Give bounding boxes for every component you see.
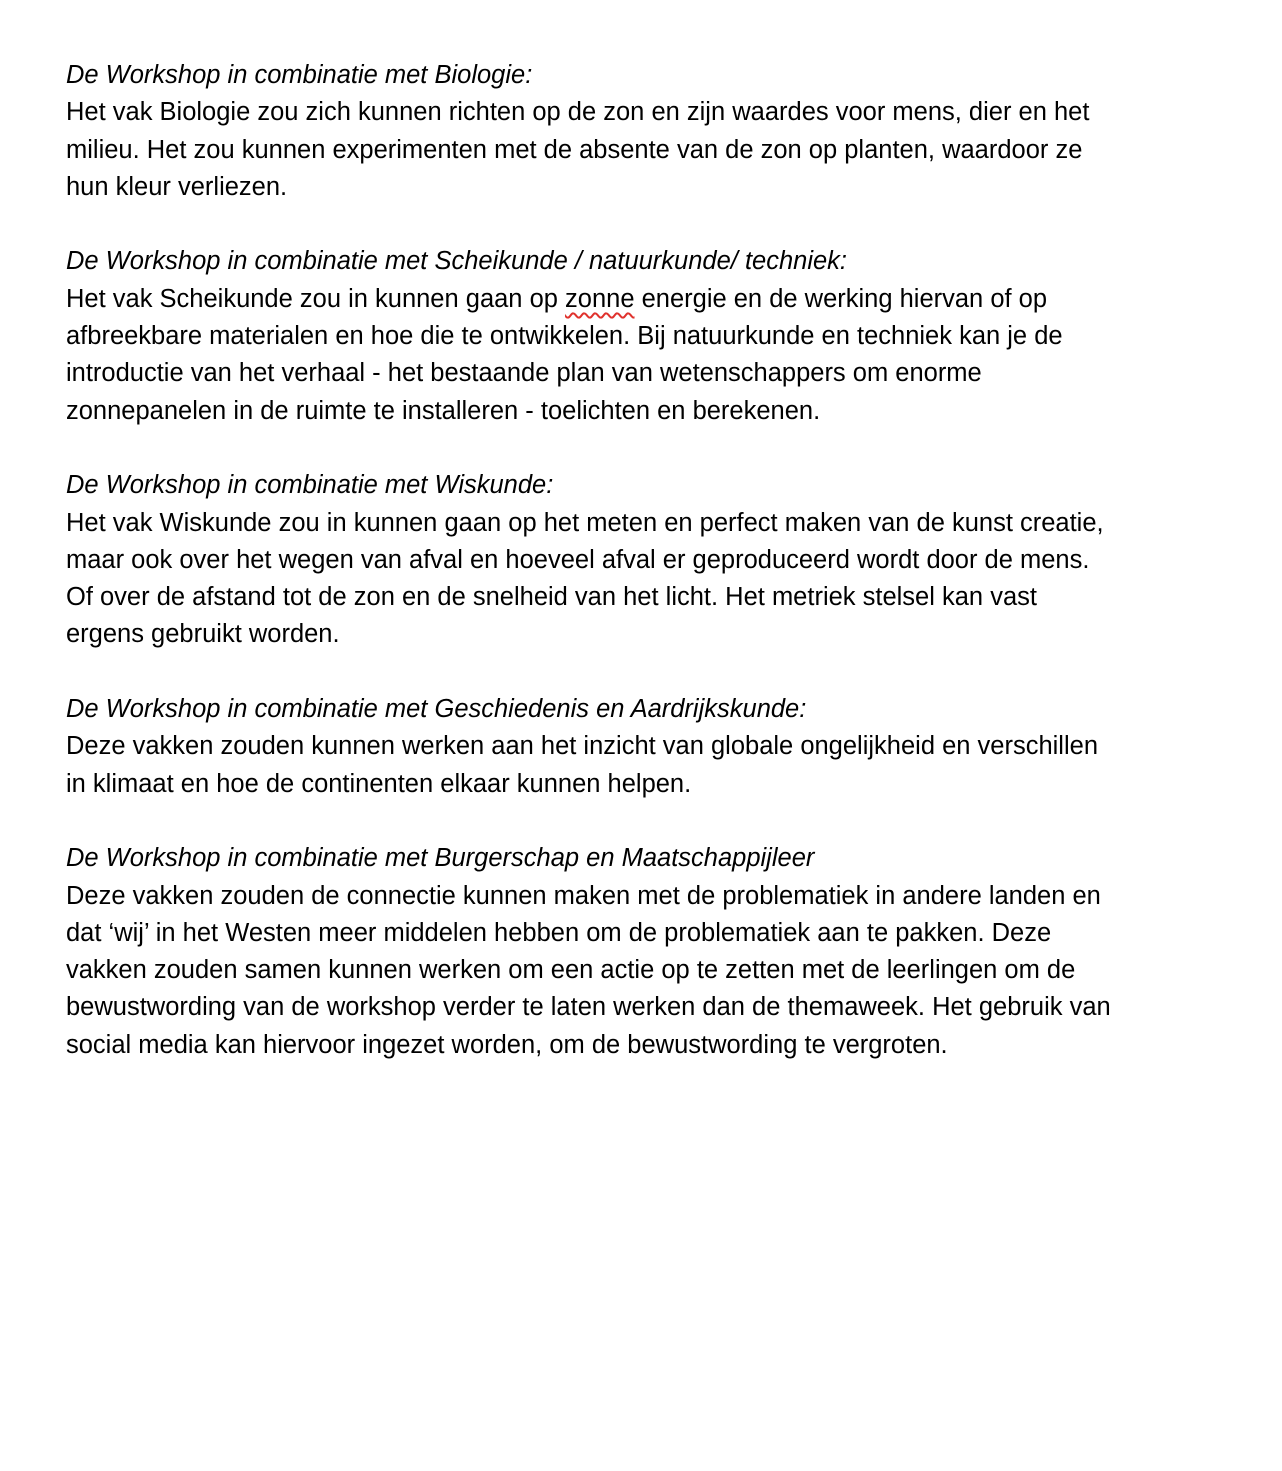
body-line: vakken zouden samen kunnen werken om een actie op te zetten met de leerlingen om de bbox=[66, 956, 1076, 985]
section-wiskunde bbox=[66, 467, 1216, 653]
section-burgerschap-maatschappijleer bbox=[66, 840, 1216, 1064]
body-line: zonnepanelen in de ruimte te installeren - toelichten en berekenen. bbox=[66, 396, 821, 425]
body-line bbox=[66, 281, 1216, 318]
body-line: hun kleur verliezen. bbox=[66, 172, 288, 201]
section-biologie bbox=[66, 57, 1216, 206]
section-geschiedenis-aardrijkskunde bbox=[66, 691, 1216, 803]
body-line: introductie van het verhaal - het bestaande plan van wetenschappers om enorme bbox=[66, 359, 982, 388]
body-line: bewustwording van de workshop verder te laten werken dan de themaweek. Het gebruik van bbox=[66, 993, 1111, 1022]
section-heading: De Workshop in combinatie met Scheikunde / natuurkunde/ techniek: bbox=[66, 247, 848, 276]
body-line: afbreekbare materialen en hoe die te ontwikkelen. Bij natuurkunde en techniek kan je de bbox=[66, 322, 1063, 351]
body-line: in klimaat en hoe de continenten elkaar kunnen helpen. bbox=[66, 769, 692, 798]
body-line: milieu. Het zou kunnen experimenten met de absente van de zon op planten, waardoor ze bbox=[66, 135, 1083, 164]
body-line: Of over de afstand tot de zon en de snelheid van het licht. Het metriek stelsel kan vast bbox=[66, 583, 1037, 612]
section-heading: De Workshop in combinatie met Wiskunde: bbox=[66, 471, 554, 500]
document-page bbox=[66, 57, 1216, 1101]
section-scheikunde bbox=[66, 243, 1216, 429]
body-line: social media kan hiervoor ingezet worden, om de bewustwording te vergroten. bbox=[66, 1030, 948, 1059]
misspelled-word[interactable]: zonne bbox=[565, 284, 635, 313]
body-line: maar ook over het wegen van afval en hoeveel afval er geproduceerd wordt door de mens. bbox=[66, 545, 1090, 574]
body-line: ergens gebruikt worden. bbox=[66, 620, 340, 649]
body-line: Het vak Wiskunde zou in kunnen gaan op het meten en perfect maken van de kunst creatie, bbox=[66, 508, 1104, 537]
body-line: dat ‘wij’ in het Westen meer middelen hebben om de problematiek aan te pakken. Deze bbox=[66, 918, 1052, 947]
section-heading: De Workshop in combinatie met Biologie: bbox=[66, 61, 533, 89]
section-heading: De Workshop in combinatie met Geschiedenis en Aardrijkskunde: bbox=[66, 695, 807, 724]
body-text-fragment: energie en de werking hiervan of op bbox=[634, 284, 1048, 313]
body-text-fragment: Het vak Scheikunde zou in kunnen gaan op bbox=[66, 284, 566, 313]
body-line: Deze vakken zouden de connectie kunnen maken met de problematiek in andere landen en bbox=[66, 881, 1101, 910]
body-line: Het vak Biologie zou zich kunnen richten op de zon en zijn waardes voor mens, dier en het bbox=[66, 98, 1090, 127]
section-heading: De Workshop in combinatie met Burgerschap en Maatschappijleer bbox=[66, 844, 815, 873]
body-line: Deze vakken zouden kunnen werken aan het inzicht van globale ongelijkheid en verschillen bbox=[66, 732, 1099, 761]
